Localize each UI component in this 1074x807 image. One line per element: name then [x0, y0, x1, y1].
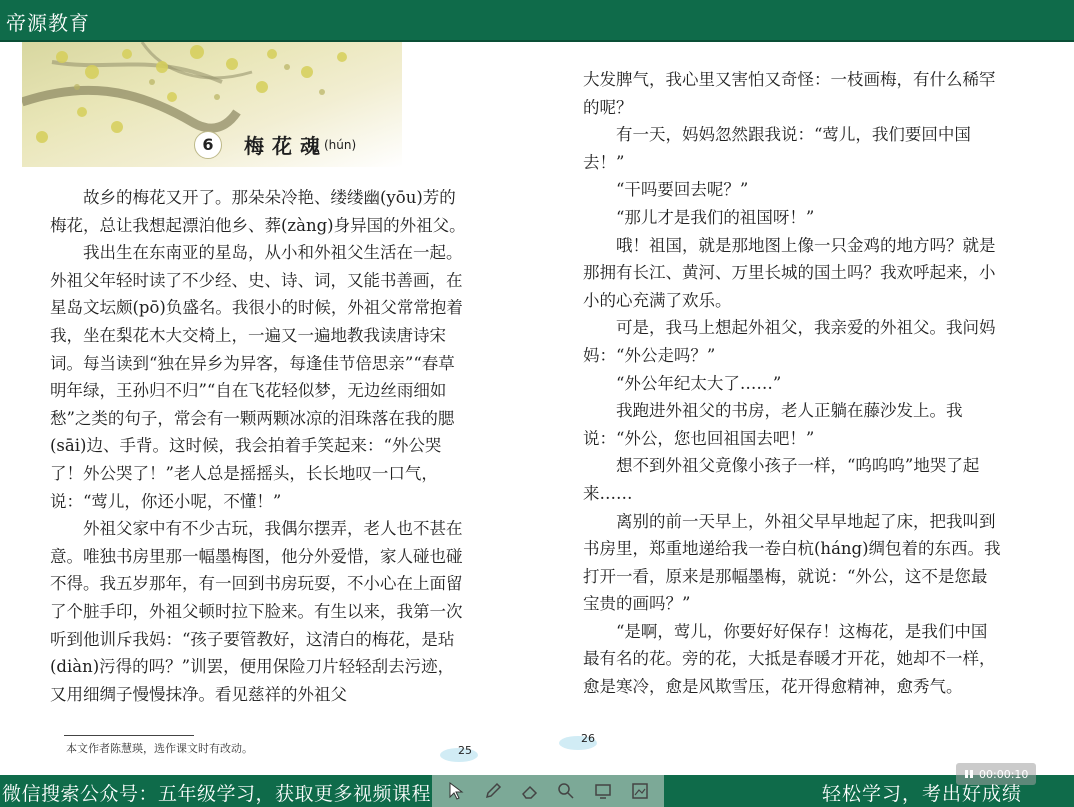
timer-value: 00:00:10 — [979, 767, 1029, 781]
paragraph: “是啊，莺儿，你要好好保存！这梅花，是我们中国最有名的花。旁的花，大抵是春暖才开花，她却不一样，愈是寒冷，愈是风欺雪压，花开得愈精神，愈秀气。 — [583, 621, 996, 697]
footnote: 本文作者陈慧瑛，选作课文时有改动。 — [66, 742, 253, 755]
left-body-text — [50, 184, 470, 708]
cursor-icon[interactable] — [446, 781, 466, 801]
paragraph: 大发脾气，我心里又害怕又奇怪：一枝画梅，有什么稀罕的呢？ — [583, 70, 996, 117]
lesson-number: 6 — [194, 131, 222, 159]
lesson-title-pinyin: (hún) — [324, 137, 357, 152]
eraser-icon[interactable] — [520, 781, 540, 801]
paragraph: “外公年纪太大了……” — [616, 373, 782, 393]
page-number: 26 — [581, 732, 595, 745]
right-page — [537, 42, 1074, 775]
annotation-toolbar — [432, 775, 664, 807]
zoom-icon[interactable] — [556, 781, 576, 801]
paragraph: 离别的前一天早上，外祖父早早地起了床，把我叫到书房里，郑重地递给我一卷白杭(háng)绸包着的东西。我打开一看，原来是那幅墨梅，就说：“外公，这不是您最宝贵的画吗？” — [583, 511, 1001, 614]
pause-icon — [964, 769, 974, 779]
paragraph: 有一天，妈妈忽然跟我说：“莺儿，我们要回中国去！” — [583, 125, 971, 172]
right-body-text — [583, 66, 1001, 701]
plum-blossom-banner — [22, 42, 402, 167]
top-bar — [0, 0, 1074, 42]
paragraph: 想不到外祖父竟像小孩子一样，“呜呜呜”地哭了起来…… — [583, 456, 980, 503]
pen-icon[interactable] — [483, 781, 503, 801]
paragraph: 外祖父家中有不少古玩，我偶尔摆弄，老人也不甚在意。唯独书房里那一幅墨梅图，他分外爱惜，家人碰也碰不得。我五岁那年，有一回到书房玩耍，不小心在上面留了个脏手印，外祖父顿时拉下脸来。有生以来，我第一次听到他训斥我妈：“孩子要管教好，这清白的梅花，是玷(diàn)污得的吗？”训罢，便用保险刀片轻轻刮去污迹，又用细绸子慢慢抹净。看见慈祥的外祖父 — [50, 519, 463, 704]
paragraph: “那儿才是我们的祖国呀！” — [616, 207, 815, 227]
brand-title: 帝源教育 — [6, 11, 90, 35]
paragraph: 我跑进外祖父的书房，老人正躺在藤沙发上。我说：“外公，您也回祖国去吧！” — [583, 401, 963, 448]
paragraph: 故乡的梅花又开了。那朵朵冷艳、缕缕幽(yōu)芳的梅花，总让我想起漂泊他乡、葬(zàng)身异国的外祖父。 — [50, 188, 466, 235]
screen-icon[interactable] — [593, 781, 613, 801]
lesson-heading — [194, 130, 356, 159]
promo-text: 微信搜索公众号：五年级学习，获取更多视频课程 — [2, 783, 432, 805]
bottom-bar — [0, 767, 1074, 807]
page-number: 25 — [458, 744, 472, 757]
paragraph: 哦！祖国，就是那地图上像一只金鸡的地方吗？就是那拥有长江、黄河、万里长城的国土吗？我欢呼起来，小小的心充满了欢乐。 — [583, 235, 996, 310]
slogan-text: 轻松学习，考出好成绩 — [822, 783, 1023, 805]
paragraph: 可是，我马上想起外祖父，我亲爱的外祖父。我问妈妈：“外公走吗？” — [583, 318, 996, 365]
lesson-title: 梅花魂 — [244, 134, 328, 158]
footnote-divider — [64, 735, 194, 736]
paragraph: “干吗要回去呢？” — [616, 180, 749, 200]
paragraph: 我出生在东南亚的星岛，从小和外祖父生活在一起。外祖父年轻时读了不少经、史、诗、词，又能书善画，在星岛文坛颇(pō)负盛名。我很小的时候，外祖父常常抱着我，坐在梨花木大交椅上，一遍又一遍地教我读唐诗宋词。每当读到“独在异乡为异客，每逢佳节倍思亲”“春草明年绿，王孙归不归”“自在飞花轻似梦，无边丝雨细如愁”之类的句子，常会有一颗两颗冰凉的泪珠落在我的腮(sāi)边、手背。这时候，我会拍着手笑起来：“外公哭了！外公哭了！”老人总是摇摇头，长长地叹一口气，说：“莺儿，你还小呢，不懂！” — [50, 243, 463, 511]
left-page — [0, 42, 537, 775]
image-icon[interactable] — [630, 781, 650, 801]
